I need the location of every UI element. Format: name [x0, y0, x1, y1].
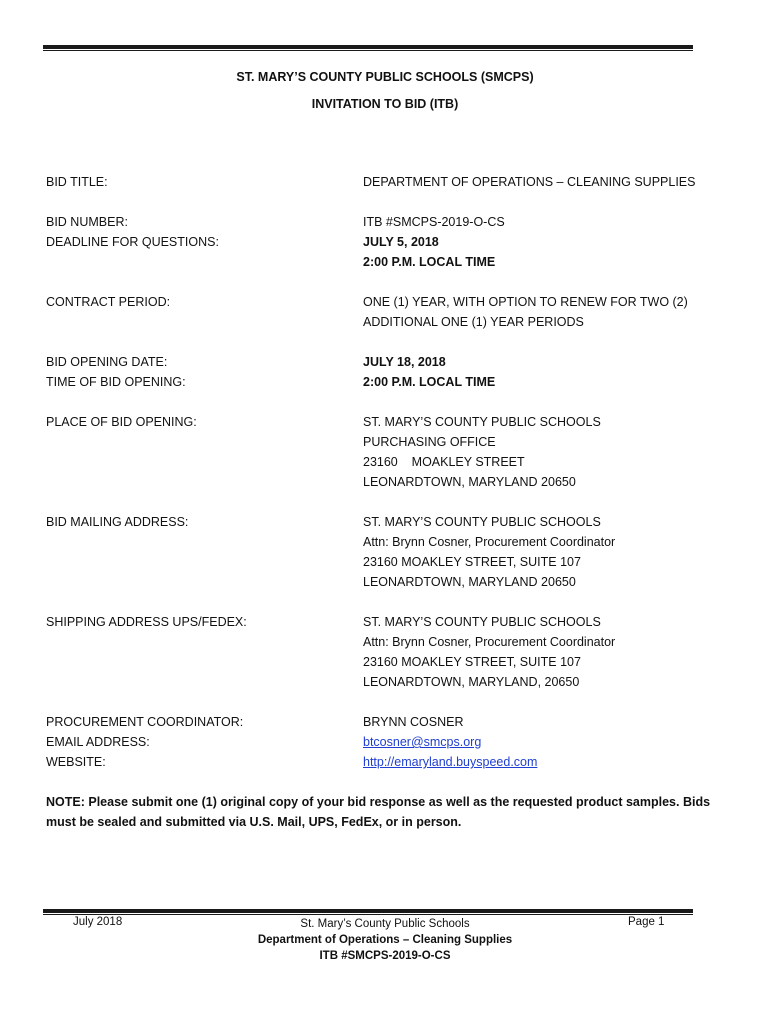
bid-title-label: BID TITLE: — [46, 175, 108, 189]
submission-note — [46, 792, 711, 832]
coordinator-value: BRYNN COSNER — [363, 715, 464, 729]
bid-number-block-labels — [46, 212, 219, 252]
deadline-time: 2:00 P.M. LOCAL TIME — [363, 255, 496, 269]
email-label: EMAIL ADDRESS: — [46, 735, 150, 749]
address-line: 23160 MOAKLEY STREET, SUITE 107 — [363, 555, 581, 569]
address-line: PURCHASING OFFICE — [363, 435, 496, 449]
place-address — [363, 412, 601, 492]
website-link[interactable]: http://emaryland.buyspeed.com — [363, 755, 538, 769]
document-subtitle: INVITATION TO BID (ITB) — [311, 97, 459, 111]
address-line: ST. MARY’S COUNTY PUBLIC SCHOOLS — [363, 415, 601, 429]
address-line: Attn: Brynn Cosner, Procurement Coordinator — [363, 535, 616, 549]
shipping-address — [363, 612, 615, 692]
address-line: LEONARDTOWN, MARYLAND 20650 — [363, 575, 576, 589]
contact-values — [363, 712, 537, 772]
footer-rule-thick — [43, 909, 693, 913]
footer-org: St. Mary’s County Public Schools — [300, 918, 470, 930]
deadline-date: JULY 5, 2018 — [363, 235, 439, 249]
place-label: PLACE OF BID OPENING: — [46, 415, 197, 429]
address-line: 23160 MOAKLEY STREET, SUITE 107 — [363, 655, 581, 669]
website-label: WEBSITE: — [46, 755, 106, 769]
footer-itb: ITB #SMCPS-2019-O-CS — [319, 950, 451, 962]
bid-number-label: BID NUMBER: — [46, 215, 128, 229]
mailing-address — [363, 512, 615, 592]
opening-labels — [46, 352, 186, 392]
address-line: LEONARDTOWN, MARYLAND, 20650 — [363, 675, 580, 689]
footer-date: July 2018 — [73, 916, 123, 928]
opening-date-label: BID OPENING DATE: — [46, 355, 168, 369]
note-line: must be sealed and submitted via U.S. Mail, UPS, FedEx, or in person. — [46, 815, 462, 829]
deadline-label: DEADLINE FOR QUESTIONS: — [46, 235, 219, 249]
contract-period-value — [363, 292, 688, 332]
contract-period-line: ONE (1) YEAR, WITH OPTION TO RENEW FOR TWO (2) — [363, 295, 688, 309]
contract-period-label: CONTRACT PERIOD: — [46, 295, 171, 309]
top-rule-thin — [43, 50, 693, 51]
bid-number-value: ITB #SMCPS-2019-O-CS — [363, 215, 505, 229]
address-line: Attn: Brynn Cosner, Procurement Coordinator — [363, 635, 616, 649]
mailing-label: BID MAILING ADDRESS: — [46, 515, 189, 529]
address-line: ST. MARY’S COUNTY PUBLIC SCHOOLS — [363, 515, 601, 529]
bid-title-value: DEPARTMENT OF OPERATIONS – CLEANING SUPPLIES — [363, 175, 696, 189]
address-line: LEONARDTOWN, MARYLAND 20650 — [363, 475, 576, 489]
contact-labels — [46, 712, 243, 772]
footer-rule-thin — [43, 914, 693, 915]
document-title: ST. MARY’S COUNTY PUBLIC SCHOOLS (SMCPS) — [236, 70, 534, 84]
footer-dept: Department of Operations – Cleaning Supplies — [257, 934, 513, 946]
bid-number-block-values — [363, 212, 505, 272]
top-rule-thick — [43, 45, 693, 49]
address-line: 23160 MOAKLEY STREET — [363, 455, 525, 469]
shipping-label: SHIPPING ADDRESS UPS/FEDEX: — [46, 615, 247, 629]
note-line: NOTE: Please submit one (1) original copy of your bid response as well as the requested product samples. Bids — [46, 795, 711, 809]
email-link[interactable]: btcosner@smcps.org — [363, 735, 482, 749]
opening-time-label: TIME OF BID OPENING: — [46, 375, 186, 389]
address-line: ST. MARY’S COUNTY PUBLIC SCHOOLS — [363, 615, 601, 629]
contract-period-line: ADDITIONAL ONE (1) YEAR PERIODS — [363, 315, 584, 329]
footer-page-number: Page 1 — [628, 916, 665, 928]
opening-values — [363, 352, 495, 392]
coordinator-label: PROCUREMENT COORDINATOR: — [46, 715, 244, 729]
opening-time-value: 2:00 P.M. LOCAL TIME — [363, 375, 496, 389]
opening-date-value: JULY 18, 2018 — [363, 355, 446, 369]
